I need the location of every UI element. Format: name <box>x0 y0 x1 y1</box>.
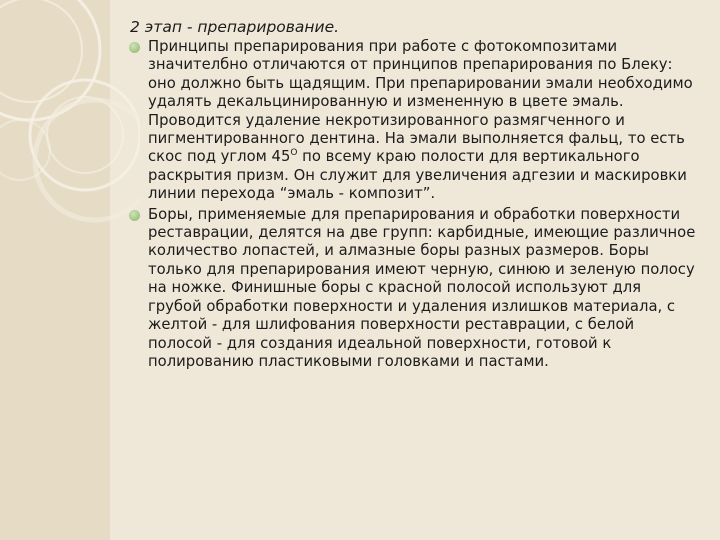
bullet-item-burs <box>127 206 697 372</box>
bullet-text: Боры, применяемые для препарирования и обработки поверхности реставрации, делятся на две групп: карбидные, имеющие различное количество лопастей, и алмазные боры разных размеров. Боры только для препарирования имеют черную, синюю и зеленую полосу на ножке. Финишные боры с красной полосой используют для грубой обработки поверхности и удаления излишков материала, с желтой - для шлифования поверхности реставрации, с белой полосой - для создания идеальной поверхности, готовой к полированию пластиковыми головками и пастами. <box>148 205 696 370</box>
degree-superscript: О <box>290 148 298 159</box>
bullet-text-part-2: по всему краю полости для вертикального раскрытия призм. Он служит для увеличения адгезии и маскировки линии перехода “эмаль - композит”. <box>148 148 687 203</box>
bullet-text-part-1: Принципы препарирования при работе с фотокомпозитами значителбно отличаются от принципов препарирования по Блеку: оно должно быть щадящим. При препарировании эмали необходимо удалять декальцинированную и измененную в цвете эмаль. Проводится удаление некротизированного размягченного и пигментированного дентина. На эмали выполняется фальц, то есть скос под углом 45 <box>148 38 693 166</box>
decorative-circles-graphic <box>0 0 140 540</box>
bullet-dot-icon <box>129 42 140 53</box>
bullet-dot-icon <box>129 210 140 221</box>
bullet-item-preparation-principles <box>127 38 697 204</box>
slide-heading: 2 этап - препарирование. <box>130 18 340 36</box>
bullet-list <box>127 38 697 371</box>
slide-content <box>127 18 697 373</box>
